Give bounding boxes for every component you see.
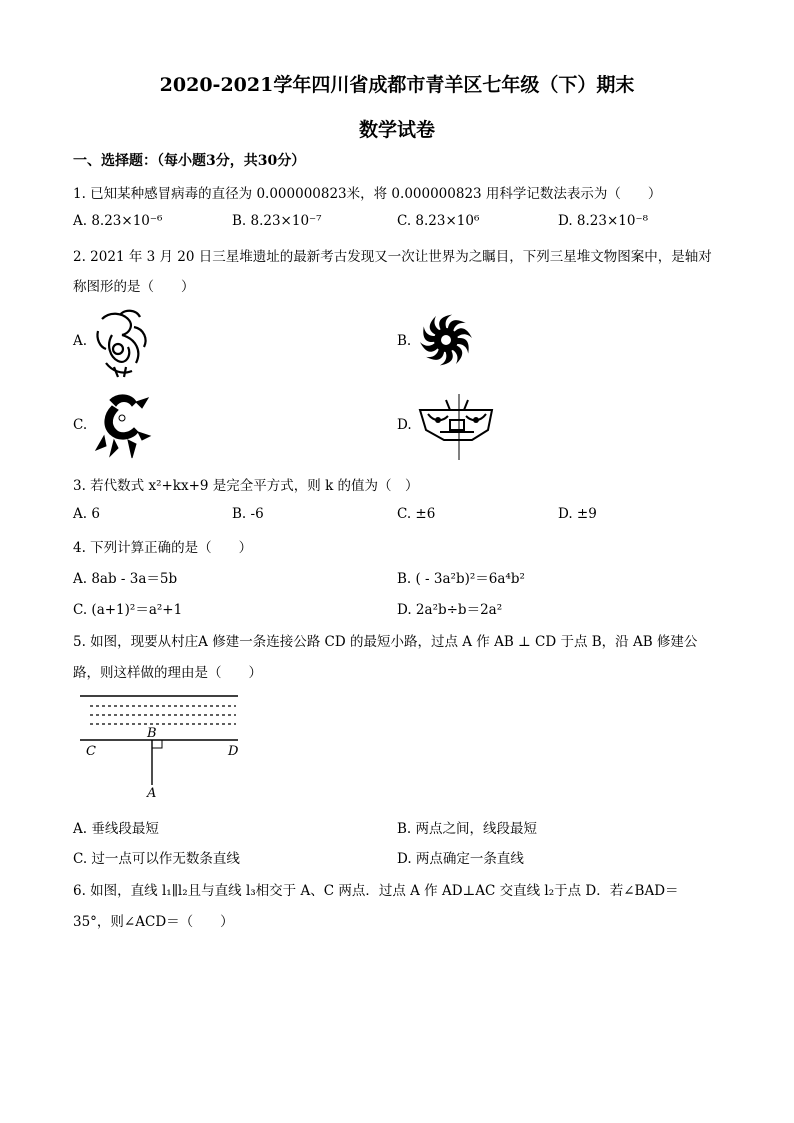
road-diagram <box>76 690 246 800</box>
artifact-figure-a-image <box>92 305 152 379</box>
artifact-figure-d-image <box>414 392 498 462</box>
question-1-option-d: D. 8.23×10⁻⁸ <box>558 213 649 229</box>
question-3-option-c: C. ±6 <box>397 506 436 522</box>
question-4-option-b: B. ( - 3a²b)²＝6a⁴b² <box>397 571 525 587</box>
question-4-option-a: A. 8ab - 3a＝5b <box>73 571 178 587</box>
question-5-option-c: C. 过一点可以作无数条直线 <box>73 851 240 867</box>
question-4-option-c: C. (a+1)²＝a²+1 <box>73 602 183 618</box>
question-4-stem: 4. 下列计算正确的是（ ） <box>73 540 253 556</box>
question-3-option-a: A. 6 <box>73 506 100 522</box>
question-5-stem-line2: 路，则这样做的理由是（ ） <box>73 665 262 681</box>
point-label-d: D <box>228 744 239 759</box>
section-heading: 一、选择题：（每小题3分，共30分） <box>73 153 306 169</box>
question-5-stem-line1: 5. 如图，现要从村庄A 修建一条连接公路 CD 的最短小路，过点 A 作 AB ⊥ CD 于点 B，沿 AB 修建公 <box>73 634 698 650</box>
question-2-option-a: A. <box>73 333 88 349</box>
question-4-option-d: D. 2a²b÷b＝2a² <box>397 602 503 618</box>
question-1-option-b: B. 8.23×10⁻⁷ <box>232 213 322 229</box>
artifact-figure-b-image <box>418 312 474 368</box>
question-3-option-d: D. ±9 <box>558 506 597 522</box>
question-3-option-b: B. -6 <box>232 506 264 522</box>
question-1-stem: 1. 已知某种感冒病毒的直径为 0.000000823米，将 0.000000823 用科学记数法表示为（ ） <box>73 186 662 202</box>
question-2-option-b: B. <box>397 333 412 349</box>
question-6-stem-line2: 35°，则∠ACD＝（ ） <box>73 914 234 930</box>
point-label-a: A <box>147 786 157 800</box>
point-label-c: C <box>86 744 96 759</box>
question-2-option-d: D. <box>397 417 412 433</box>
question-5-option-b: B. 两点之间，线段最短 <box>397 821 538 837</box>
right-angle-mark <box>152 740 162 748</box>
question-6-stem-line1: 6. 如图，直线 l₁∥l₂且与直线 l₃相交于 A、C 两点．过点 A 作 AD⊥AC 交直线 l₂于点 D．若∠BAD＝ <box>73 883 679 899</box>
page-subtitle: 数学试卷 <box>358 119 435 141</box>
question-5-option-a: A. 垂线段最短 <box>73 821 159 837</box>
page-title: 2020-2021学年四川省成都市青羊区七年级（下）期末 <box>159 74 635 96</box>
question-1-option-a: A. 8.23×10⁻⁶ <box>73 213 163 229</box>
question-3-stem: 3. 若代数式 x²+kx+9 是完全平方式，则 k 的值为（ ） <box>73 478 419 494</box>
question-2-option-c: C. <box>73 417 88 433</box>
question-1-option-c: C. 8.23×10⁶ <box>397 213 480 229</box>
question-2-stem-line1: 2. 2021 年 3 月 20 日三星堆遗址的最新考古发现又一次让世界为之瞩目，下列三星堆文物图案中，是轴对 <box>73 249 712 265</box>
point-label-b: B <box>147 726 157 741</box>
question-2-stem-line2: 称图形的是（ ） <box>73 279 195 295</box>
artifact-figure-c-image <box>92 392 152 462</box>
question-5-option-d: D. 两点确定一条直线 <box>397 851 524 867</box>
